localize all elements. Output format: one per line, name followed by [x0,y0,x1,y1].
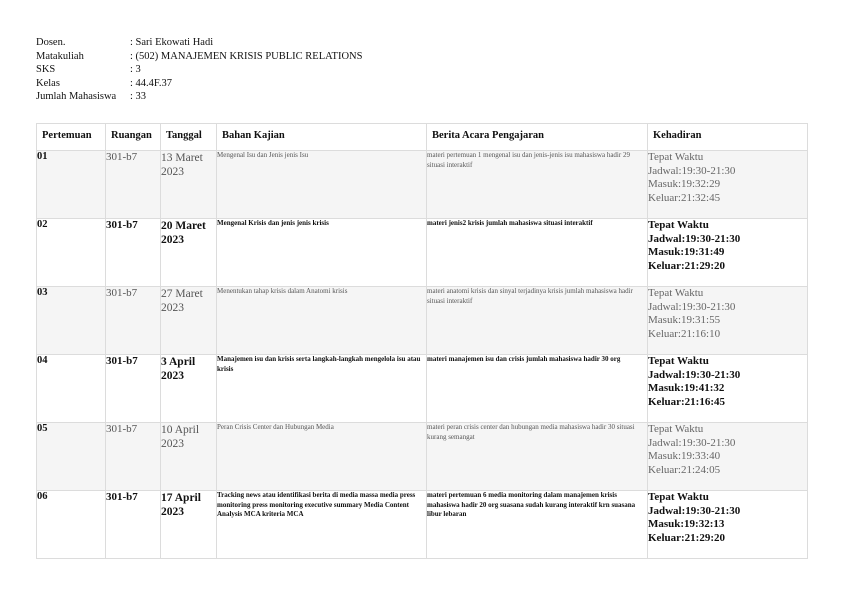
teaching-journal-table [36,123,808,559]
pertemuan-cell: 04 [37,355,106,423]
attendance-schedule: Jadwal:19:30-21:30 [648,300,736,313]
attendance-check-in: Masuk:19:32:13 [648,518,725,531]
bahan-kajian-cell: Mengenal Krisis dan jenis jenis krisis [217,219,427,287]
table-row [37,151,808,219]
attendance-check-out: Keluar:21:16:10 [648,327,721,340]
kehadiran-cell [648,423,808,491]
attendance-check-in: Masuk:19:33:40 [648,450,721,463]
jumlah-row [36,90,362,104]
table-row [37,355,808,423]
berita-acara-cell: materi pertemuan 6 media monitoring dalam manajemen krisis mahasiswa hadir 20 org suasana sudah kurang interaktif krn suasana libur lebaran [427,491,648,559]
attendance-check-out: Keluar:21:29:20 [648,531,725,544]
bahan-kajian-cell: Tracking news atau identifikasi berita di media massa media press monitoring press monitoring executive summary Media Content Analysis MCA kriteria MCA [217,491,427,559]
attendance-check-out: Keluar:21:29:20 [648,259,725,272]
course-info [36,36,362,104]
tanggal-cell: 17 April 2023 [161,491,217,559]
berita-acara-cell: materi peran crisis center dan hubungan media mahasiswa hadir 30 situasi kurang semangat [427,423,648,491]
table-header-row [37,124,808,151]
matakuliah-label: Matakuliah [36,50,84,62]
kelas-value: : 44.4F.37 [130,77,173,89]
attendance-status: Tepat Waktu [648,423,704,435]
ruangan-cell: 301-b7 [106,151,161,219]
pertemuan-cell: 05 [37,423,106,491]
dosen-row [36,36,362,50]
ruangan-cell: 301-b7 [106,219,161,287]
berita-acara-cell: materi jenis2 krisis jumlah mahasiswa situasi interaktif [427,219,648,287]
attendance-check-in: Masuk:19:31:49 [648,246,725,259]
tanggal-cell: 13 Maret 2023 [161,151,217,219]
table-row [37,423,808,491]
attendance-schedule: Jadwal:19:30-21:30 [648,436,736,449]
attendance-check-out: Keluar:21:16:45 [648,395,725,408]
sks-row [36,63,362,77]
table-row [37,491,808,559]
berita-acara-cell: materi pertemuan 1 mengenal isu dan jenis-jenis isu mahasiswa hadir 29 situasi interaktif [427,151,648,219]
header-ruangan: Ruangan [106,124,161,151]
tanggal-cell: 3 April 2023 [161,355,217,423]
table-row [37,219,808,287]
attendance-check-in: Masuk:19:31:55 [648,314,721,327]
attendance-check-in: Masuk:19:41:32 [648,382,725,395]
tanggal-cell: 20 Maret 2023 [161,219,217,287]
ruangan-cell: 301-b7 [106,287,161,355]
attendance-schedule: Jadwal:19:30-21:30 [648,368,741,381]
pertemuan-cell: 06 [37,491,106,559]
attendance-schedule: Jadwal:19:30-21:30 [648,164,736,177]
attendance-status: Tepat Waktu [648,151,704,163]
bahan-kajian-cell: Manajemen isu dan krisis serta langkah-langkah mengelola isu atau krisis [217,355,427,423]
attendance-check-out: Keluar:21:24:05 [648,463,721,476]
bahan-kajian-cell: Menentukan tahap krisis dalam Anatomi krisis [217,287,427,355]
header-pertemuan: Pertemuan [37,124,106,151]
header-tanggal: Tanggal [161,124,217,151]
kelas-row [36,77,362,91]
jumlah-value: : 33 [130,91,147,103]
kehadiran-cell [648,491,808,559]
tanggal-cell: 27 Maret 2023 [161,287,217,355]
attendance-status: Tepat Waktu [648,491,709,503]
tanggal-cell: 10 April 2023 [161,423,217,491]
attendance-schedule: Jadwal:19:30-21:30 [648,232,741,245]
attendance-status: Tepat Waktu [648,355,709,367]
attendance-status: Tepat Waktu [648,287,704,299]
attendance-schedule: Jadwal:19:30-21:30 [648,504,741,517]
kehadiran-cell [648,287,808,355]
sks-label: SKS [36,64,56,76]
header-berita-acara: Berita Acara Pengajaran [427,124,648,151]
berita-acara-cell: materi anatomi krisis dan sinyal terjadinya krisis jumlah mahasiswa hadir situasi interaktif [427,287,648,355]
pertemuan-cell: 01 [37,151,106,219]
dosen-label: Dosen. [36,37,66,48]
jumlah-label: Jumlah Mahasiswa [36,91,117,103]
pertemuan-cell: 02 [37,219,106,287]
matakuliah-row [36,50,362,64]
berita-acara-cell: materi manajemen isu dan crisis jumlah mahasiswa hadir 30 org [427,355,648,423]
pertemuan-cell: 03 [37,287,106,355]
ruangan-cell: 301-b7 [106,491,161,559]
attendance-status: Tepat Waktu [648,219,709,231]
kelas-label: Kelas [36,77,60,89]
ruangan-cell: 301-b7 [106,355,161,423]
ruangan-cell: 301-b7 [106,423,161,491]
kehadiran-cell [648,355,808,423]
kehadiran-cell [648,151,808,219]
dosen-value: : Sari Ekowati Hadi [130,37,214,48]
sks-value: : 3 [130,64,141,76]
kehadiran-cell [648,219,808,287]
table-row [37,287,808,355]
bahan-kajian-cell: Peran Crisis Center dan Hubungan Media [217,423,427,491]
matakuliah-value: : (502) MANAJEMEN KRISIS PUBLIC RELATIONS [130,50,363,62]
header-kehadiran: Kehadiran [648,124,808,151]
header-bahan-kajian: Bahan Kajian [217,124,427,151]
bahan-kajian-cell: Mengenal Isu dan Jenis jenis Isu [217,151,427,219]
attendance-check-out: Keluar:21:32:45 [648,191,721,204]
attendance-check-in: Masuk:19:32:29 [648,178,721,191]
